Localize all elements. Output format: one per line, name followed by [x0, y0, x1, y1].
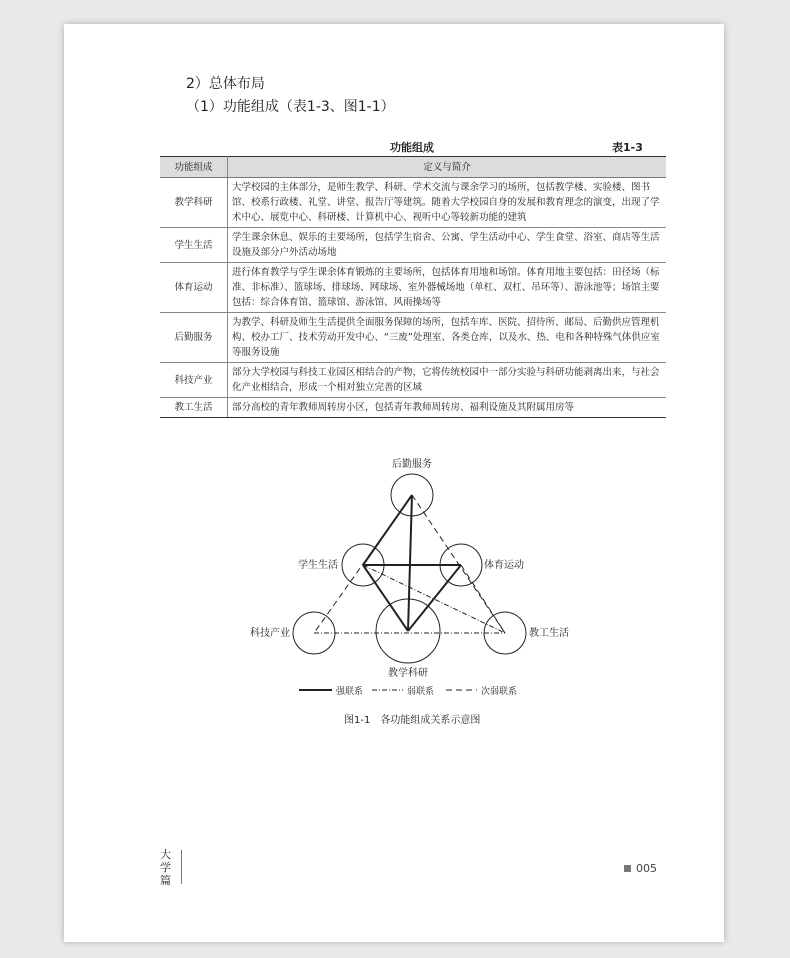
row-desc: 进行体育教学与学生课余体育锻炼的主要场所，包括体育用地和场馆。体育用地主要包括：田径场（标准、非标准）、篮球场、排球场、网球场、室外器械场地（单杠、双杠、吊环等）、游泳池等；场馆主要包括：综合体育馆、篮球馆、游泳馆、风雨操场等 [228, 263, 667, 313]
side-divider [181, 850, 182, 884]
header-definition: 定义与简介 [228, 157, 667, 178]
row-desc: 学生课余休息、娱乐的主要场所，包括学生宿舍、公寓、学生活动中心、学生食堂、浴室、商店等生活设施及部分户外活动场地 [228, 228, 667, 263]
row-name: 学生生活 [160, 228, 228, 263]
row-name: 体育运动 [160, 263, 228, 313]
section-heading: 2）总体布局 [186, 76, 265, 92]
label-teaching: 教学科研 [388, 668, 428, 679]
table-title: 功能组成 [390, 141, 434, 154]
page-number [624, 862, 657, 875]
row-name: 教工生活 [160, 398, 228, 418]
label-tech-industry: 科技产业 [250, 628, 290, 639]
legend [299, 685, 517, 697]
side-label: 大学篇 [160, 848, 171, 887]
row-name: 后勤服务 [160, 313, 228, 363]
subsection-heading: （1）功能组成（表1-3、图1-1） [186, 99, 395, 115]
label-logistics: 后勤服务 [392, 459, 432, 470]
figure-caption: 图1-1 各功能组成关系示意图 [344, 715, 481, 726]
label-sports: 体育运动 [484, 560, 524, 571]
page-marker-icon [624, 865, 631, 872]
row-desc: 为教学、科研及师生生活提供全面服务保障的场所，包括车库、医院、招待所、邮局、后勤供应管理机构、校办工厂、技术劳动开发中心、“三废”处理室、各类仓库，以及水、热、电和各种特殊气体供应室等服务设施 [228, 313, 667, 363]
table-number: 表1-3 [612, 141, 643, 154]
row-desc: 部分高校的青年教师周转房小区，包括青年教师周转房、福利设施及其附属用房等 [228, 398, 667, 418]
row-desc: 大学校园的主体部分，是师生教学、科研、学术交流与课余学习的场所，包括教学楼、实验楼、图书馆、校系行政楼、礼堂、讲堂、报告厅等建筑。随着大学校园自身的发展和教育理念的演变，出现了学术中心、展览中心、科研楼、计算机中心、视听中心等较新功能的建筑 [228, 178, 667, 228]
legend-strong-label: 强联系 [336, 687, 364, 697]
page-number-text: 005 [636, 862, 657, 875]
legend-weak-label: 弱联系 [407, 687, 435, 697]
row-desc: 部分大学校园与科技工业园区相结合的产物，它将传统校园中一部分实验与科研功能剥离出来，与社会化产业相结合，形成一个相对独立完善的区域 [228, 363, 667, 398]
label-student-life: 学生生活 [298, 560, 338, 571]
row-name: 教学科研 [160, 178, 228, 228]
row-name: 科技产业 [160, 363, 228, 398]
legend-weaker-label: 次弱联系 [481, 687, 518, 697]
strong-links [363, 495, 461, 631]
header-function: 功能组成 [160, 157, 228, 178]
label-staff-life: 教工生活 [529, 628, 569, 639]
